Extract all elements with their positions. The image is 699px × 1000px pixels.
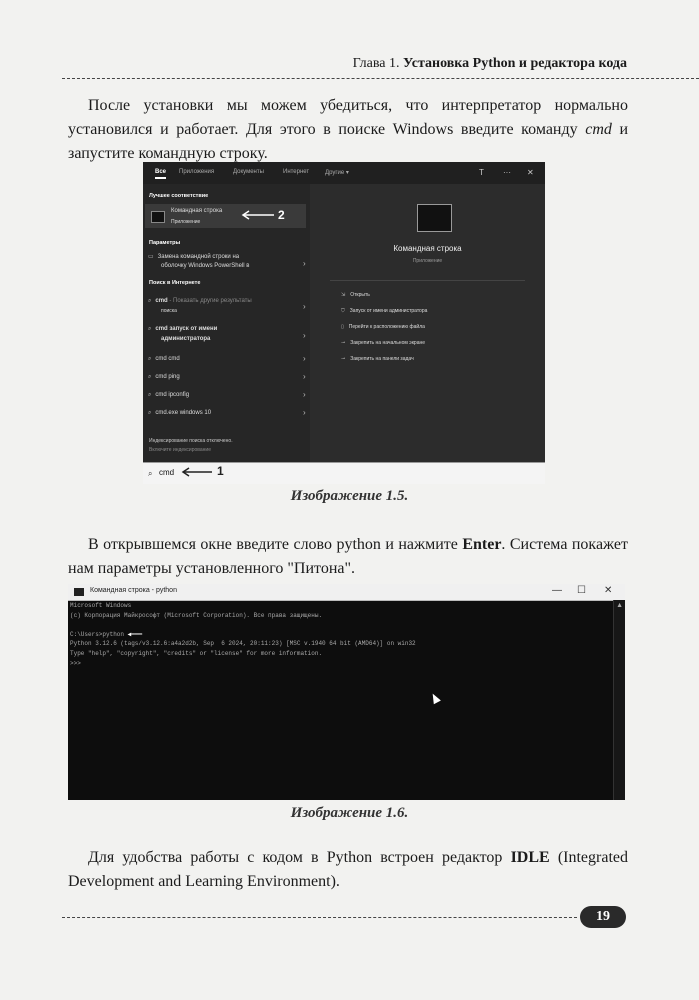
web-item-1-line2: администратора [161, 336, 211, 342]
web-item[interactable] [148, 356, 180, 363]
p3-idle: IDLE [510, 849, 550, 866]
p3-text-a: Для удобства работы с кодом в Python встроен редактор [88, 849, 511, 866]
web-header: Поиск в Интернете [149, 280, 201, 286]
chevron-right-icon[interactable]: › [303, 372, 306, 381]
cmd-app-icon [151, 211, 165, 223]
p2-enter: Enter [462, 536, 502, 553]
tab-apps[interactable]: Приложения [179, 169, 215, 175]
header-chapter: Глава 1. [352, 56, 403, 71]
annotation-1: 1 [217, 464, 224, 478]
more-button[interactable]: ··· [503, 168, 511, 177]
footer-rule [62, 917, 577, 918]
tab-all[interactable]: Все [155, 169, 167, 175]
web-item[interactable] [148, 298, 252, 305]
paragraph-2 [68, 533, 628, 581]
arrow-left-icon [180, 467, 214, 477]
params-item[interactable] [148, 253, 239, 260]
console-scrollbar[interactable] [613, 600, 625, 800]
console-line: (c) Корпорация Майкрософт (Microsoft Corporation). Все права защищены. [70, 611, 323, 619]
console-prompt: >>> [70, 659, 81, 667]
pin-icon: ⊸ [341, 340, 346, 346]
arrow-left-icon: ◀━━━ [127, 630, 143, 638]
p1-text-a: После установки мы можем убедиться, что интерпретатор нормально установился и работает. Для этого в поиске Windows введите команду [68, 97, 628, 138]
annotation-2: 2 [278, 208, 285, 222]
running-header [62, 56, 699, 76]
header-text [353, 56, 627, 72]
web-item[interactable] [148, 392, 189, 399]
open-icon: ⇲ [341, 292, 346, 298]
params-header: Параметры [149, 240, 181, 246]
search-icon: ⌕ [148, 326, 152, 332]
search-icon: ⌕ [148, 469, 153, 478]
action-run-as-admin[interactable] [341, 308, 427, 314]
web-item[interactable] [148, 326, 217, 333]
web-item-4-text: cmd ipconfig [155, 392, 190, 398]
web-item-1-bold: cmd запуск от имени [155, 326, 218, 332]
console-icon [74, 588, 84, 596]
minimize-button[interactable]: — [552, 585, 562, 596]
console-line: Type "help", "copyright", "credits" or "license" for more information. [70, 649, 323, 657]
p3-text-b: (Integrated Development and Learning Environment). [68, 849, 628, 890]
web-item-0-rest: - Показать другие результаты [167, 298, 252, 304]
search-icon: ⌕ [148, 374, 152, 380]
mouse-cursor-icon [429, 692, 441, 705]
web-item[interactable] [148, 410, 211, 417]
web-item-0-line2: поиска [161, 308, 177, 314]
close-button[interactable]: ✕ [527, 168, 534, 177]
p2-text-b: . Система покажет нам параметры установленного "Питона". [68, 536, 628, 577]
chevron-right-icon[interactable]: › [303, 390, 306, 399]
console-title-bar [68, 584, 625, 601]
tab-internet[interactable]: Интернет [283, 169, 310, 175]
console-screenshot [68, 584, 625, 800]
console-line [70, 630, 611, 640]
search-input[interactable]: cmd [159, 468, 175, 477]
console-output [70, 601, 611, 668]
best-match-header: Лучшее соответствие [149, 193, 209, 199]
index-disabled-text: Индексирование поиска отключено. [149, 438, 233, 444]
console-line [70, 620, 611, 630]
close-button[interactable]: ✕ [604, 585, 613, 596]
tab-other[interactable]: Другие ▾ [325, 170, 349, 176]
account-button[interactable]: T [479, 168, 484, 177]
web-item-3-text: cmd ping [155, 374, 180, 380]
console-title: Командная строка - python [90, 587, 177, 594]
maximize-button[interactable]: ☐ [577, 585, 586, 596]
chevron-right-icon[interactable]: › [303, 259, 306, 268]
enable-index-link[interactable]: Включите индексирование [149, 447, 212, 453]
action-pin-start[interactable] [341, 340, 425, 346]
web-item-5-text: cmd.exe windows 10 [155, 410, 212, 416]
windows-search-screenshot [143, 162, 545, 484]
web-item[interactable] [148, 374, 180, 381]
search-icon: ⌕ [148, 356, 152, 362]
action-run-as-admin-label: Запуск от имени администратора [349, 308, 428, 314]
action-open[interactable] [341, 292, 370, 298]
file-location-icon: ▯ [341, 324, 344, 330]
action-pin-taskbar-label: Закрепить на панели задач [350, 356, 414, 362]
best-match-sub: Приложение [171, 219, 201, 225]
chevron-right-icon[interactable]: › [303, 331, 306, 340]
web-item-2-text: cmd cmd [155, 356, 180, 362]
search-icon: ⌕ [148, 298, 152, 304]
preview-sub: Приложение [412, 258, 443, 264]
console-line: Microsoft Windows [70, 602, 132, 609]
action-pin-taskbar[interactable] [341, 356, 414, 362]
search-tab-bar [143, 162, 545, 184]
header-title: Установка Python и редактора кода [402, 56, 627, 71]
action-pin-start-label: Закрепить на начальном экране [350, 340, 426, 346]
preview-divider [330, 280, 525, 281]
search-icon: ⌕ [148, 392, 152, 398]
page-number: 19 [580, 906, 626, 928]
p1-cmd: cmd [585, 121, 612, 138]
params-line1: Замена командной строки на [157, 254, 240, 260]
params-line2: оболочку Windows PowerShell в [161, 263, 250, 269]
shield-icon: ⛉ [341, 308, 345, 314]
chevron-right-icon[interactable]: › [303, 408, 306, 417]
paragraph-3 [68, 846, 628, 894]
console-command: C:\Users>python [70, 630, 125, 638]
chevron-right-icon[interactable]: › [303, 302, 306, 311]
settings-icon: ▭ [148, 254, 154, 260]
console-line: Python 3.12.6 (tags/v3.12.6:a4a2d2b, Sep 6 2024, 20:11:23) [MSC v.1940 64 bit (AMD64)] on win32 [70, 640, 416, 648]
action-open-location-label: Перейти к расположению файла [348, 324, 425, 330]
search-icon: ⌕ [148, 410, 152, 416]
p2-text-a: В открывшемся окне введите слово python и нажмите [88, 536, 463, 553]
best-match-title: Командная строка [171, 208, 223, 214]
cmd-large-icon [417, 204, 452, 232]
p1-text-b: и запустите командную строку. [68, 121, 629, 162]
scroll-up-icon[interactable]: ▲ [616, 602, 623, 609]
chevron-right-icon[interactable]: › [303, 354, 306, 363]
header-rule [62, 78, 699, 79]
tab-documents[interactable]: Документы [233, 169, 264, 175]
action-open-label: Открыть [350, 292, 370, 298]
paragraph-1 [68, 94, 628, 166]
figure-caption-1-5: Изображение 1.5. [290, 488, 409, 504]
pin-icon: ⊸ [341, 356, 346, 362]
action-open-location[interactable] [341, 324, 425, 330]
figure-caption-1-6: Изображение 1.6. [290, 805, 409, 821]
arrow-left-icon [240, 210, 276, 220]
preview-title: Командная строка [393, 244, 462, 253]
web-item-0-bold: cmd [155, 298, 168, 304]
